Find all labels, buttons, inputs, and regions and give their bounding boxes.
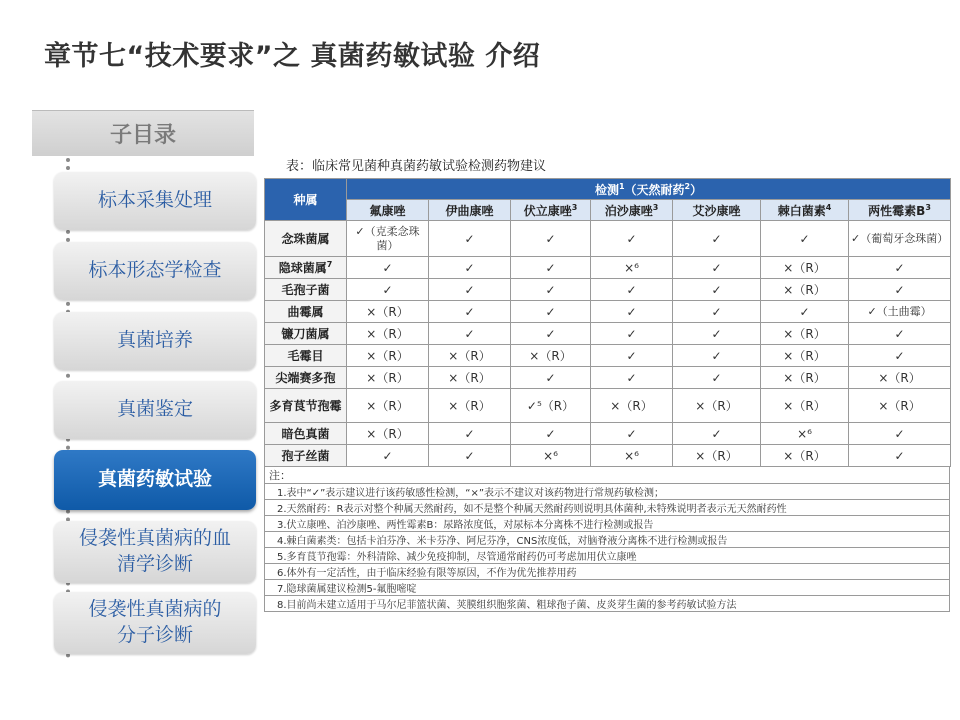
genus-cell: 尖端赛多孢 <box>265 367 347 389</box>
result-cell: ✓ <box>849 323 951 345</box>
note-item: 4.棘白菌素类：包括卡泊芬净、米卡芬净、阿尼芬净，CNS浓度低，对脑脊液分离株不进行检测或报告 <box>265 532 950 548</box>
table-row <box>265 367 951 389</box>
result-cell: ✓ <box>673 345 761 367</box>
genus-cell: 曲霉属 <box>265 301 347 323</box>
note-item: 3.伏立康唑、泊沙康唑、两性霉素B：尿路浓度低，对尿标本分离株不进行检测或报告 <box>265 516 950 532</box>
result-cell: ✓ <box>591 345 673 367</box>
drug-header: 棘白菌素$^4$ <box>761 200 849 221</box>
result-cell: ✓ <box>511 257 591 279</box>
result-cell: ×（R） <box>761 323 849 345</box>
result-cell: ×（R） <box>591 389 673 423</box>
result-cell: ×（R） <box>849 389 951 423</box>
result-cell: ×（R） <box>761 389 849 423</box>
result-cell: ×（R） <box>761 257 849 279</box>
result-cell: ×（R） <box>347 367 429 389</box>
result-cell: ×⁶ <box>761 423 849 445</box>
result-cell: ✓ <box>761 221 849 257</box>
result-cell: ✓ <box>591 423 673 445</box>
result-cell: ✓ <box>673 257 761 279</box>
result-cell: ✓（葡萄牙念珠菌） <box>849 221 951 257</box>
result-cell: ✓ <box>591 221 673 257</box>
table-row <box>265 221 951 257</box>
table-row <box>265 345 951 367</box>
genus-cell: 孢子丝菌 <box>265 445 347 467</box>
result-cell: ✓ <box>761 301 849 323</box>
result-cell: ×（R） <box>673 445 761 467</box>
result-cell: ×（R） <box>347 345 429 367</box>
result-cell: ✓ <box>347 257 429 279</box>
result-cell: ×（R） <box>347 389 429 423</box>
note-item: 6.体外有一定活性，由于临床经验有限等原因，不作为优先推荐用药 <box>265 564 950 580</box>
result-cell: ✓ <box>849 345 951 367</box>
result-cell: ×（R） <box>347 323 429 345</box>
result-cell: ×⁶ <box>511 445 591 467</box>
result-cell: ×（R） <box>761 367 849 389</box>
result-cell: ✓ <box>511 279 591 301</box>
result-cell: ✓ <box>429 279 511 301</box>
note-item: 1.表中“✓”表示建议进行该药敏感性检测，“×”表示不建议对该药物进行常规药敏检测； <box>265 484 950 500</box>
genus-cell: 多育茛节孢霉 <box>265 389 347 423</box>
table-row <box>265 389 951 423</box>
genus-header: 种属 <box>265 179 347 221</box>
table-row <box>265 445 951 467</box>
genus-cell: 镰刀菌属 <box>265 323 347 345</box>
table-row <box>265 301 951 323</box>
drug-header: 伏立康唑$^3$ <box>511 200 591 221</box>
detect-header: 检测$^1$（天然耐药$^2$） <box>347 179 951 200</box>
drug-header: 艾沙康唑 <box>673 200 761 221</box>
genus-cell: 暗色真菌 <box>265 423 347 445</box>
note-item: 2.天然耐药：R表示对整个种属天然耐药，如不是整个种属天然耐药则说明具体菌种,未特殊说明者表示无天然耐药性 <box>265 500 950 516</box>
table-row <box>265 279 951 301</box>
result-cell: ×⁶ <box>591 445 673 467</box>
table-caption: 表：临床常见菌种真菌药敏试验检测药物建议 <box>286 159 547 174</box>
result-cell: ✓ <box>673 323 761 345</box>
result-cell: ✓ <box>849 279 951 301</box>
page-title: 章节七“技术要求”之 真菌药敏试验 介绍 <box>44 41 541 72</box>
result-cell: ✓ <box>591 279 673 301</box>
result-cell: ✓ <box>591 323 673 345</box>
table-row <box>265 323 951 345</box>
result-cell: ✓ <box>511 323 591 345</box>
result-cell: ×⁶ <box>591 257 673 279</box>
note-item: 7.隐球菌属建议检测5-氟胞嘧啶 <box>265 580 950 596</box>
result-cell: ✓（克柔念珠菌） <box>347 221 429 257</box>
result-cell: ×（R） <box>761 279 849 301</box>
result-cell: ✓ <box>347 445 429 467</box>
notes-table <box>264 466 950 612</box>
nav-item-morphology[interactable]: 标本形态学检查 <box>54 242 256 300</box>
result-cell: ✓ <box>429 221 511 257</box>
table-row <box>265 423 951 445</box>
drug-header: 泊沙康唑$^3$ <box>591 200 673 221</box>
result-cell: ✓ <box>429 423 511 445</box>
susceptibility-table <box>264 178 951 467</box>
nav-item-specimen-collection[interactable]: 标本采集处理 <box>54 172 256 230</box>
result-cell: ✓ <box>849 423 951 445</box>
result-cell: ✓ <box>591 367 673 389</box>
result-cell: ✓ <box>673 221 761 257</box>
result-cell: ✓ <box>429 323 511 345</box>
sub-directory-header: 子目录 <box>32 110 254 156</box>
result-cell: ✓ <box>673 279 761 301</box>
genus-cell: 毛霉目 <box>265 345 347 367</box>
result-cell: ×（R） <box>429 389 511 423</box>
result-cell: ✓ <box>511 301 591 323</box>
nav-item-serology[interactable]: 侵袭性真菌病的血清学诊断 <box>54 521 256 583</box>
result-cell: ×（R） <box>673 389 761 423</box>
result-cell: ✓ <box>673 367 761 389</box>
drug-header: 氟康唑 <box>347 200 429 221</box>
genus-cell: 毛孢子菌 <box>265 279 347 301</box>
genus-cell: 念珠菌属 <box>265 221 347 257</box>
result-cell: ×（R） <box>511 345 591 367</box>
nav-item-molecular[interactable]: 侵袭性真菌病的分子诊断 <box>54 592 256 654</box>
result-cell: ✓ <box>673 423 761 445</box>
result-cell: ✓ <box>511 367 591 389</box>
result-cell: ✓ <box>849 257 951 279</box>
result-cell: ×（R） <box>761 445 849 467</box>
result-cell: ✓（土曲霉） <box>849 301 951 323</box>
genus-cell: 隐球菌属$^7$ <box>265 257 347 279</box>
result-cell: ×（R） <box>347 301 429 323</box>
drug-header: 伊曲康唑 <box>429 200 511 221</box>
nav-item-culture[interactable]: 真菌培养 <box>54 312 256 370</box>
drug-header: 两性霉素$B^3$ <box>849 200 951 221</box>
result-cell: ×（R） <box>761 345 849 367</box>
nav-item-identification[interactable]: 真菌鉴定 <box>54 381 256 439</box>
result-cell: ✓ <box>591 301 673 323</box>
result-cell: ✓ <box>347 279 429 301</box>
table-row <box>265 257 951 279</box>
result-cell: ✓ <box>673 301 761 323</box>
notes-head: 注： <box>265 467 950 484</box>
result-cell: ✓ <box>429 257 511 279</box>
note-item: 5.多育茛节孢霉：外科清除、减少免疫抑制，尽管通常耐药仍可考虑加用伏立康唑 <box>265 548 950 564</box>
result-cell: ✓ <box>849 445 951 467</box>
result-cell: ×（R） <box>429 367 511 389</box>
nav-item-susceptibility[interactable]: 真菌药敏试验 <box>54 450 256 510</box>
result-cell: ✓⁵（R） <box>511 389 591 423</box>
note-item: 8.目前尚未建立适用于马尔尼菲篮状菌、荚膜组织胞浆菌、粗球孢子菌、皮炎芽生菌的参考药敏试验方法 <box>265 596 950 612</box>
result-cell: ✓ <box>511 221 591 257</box>
result-cell: ×（R） <box>429 345 511 367</box>
result-cell: ✓ <box>511 423 591 445</box>
result-cell: ✓ <box>429 301 511 323</box>
result-cell: ×（R） <box>347 423 429 445</box>
result-cell: ×（R） <box>849 367 951 389</box>
result-cell: ✓ <box>429 445 511 467</box>
